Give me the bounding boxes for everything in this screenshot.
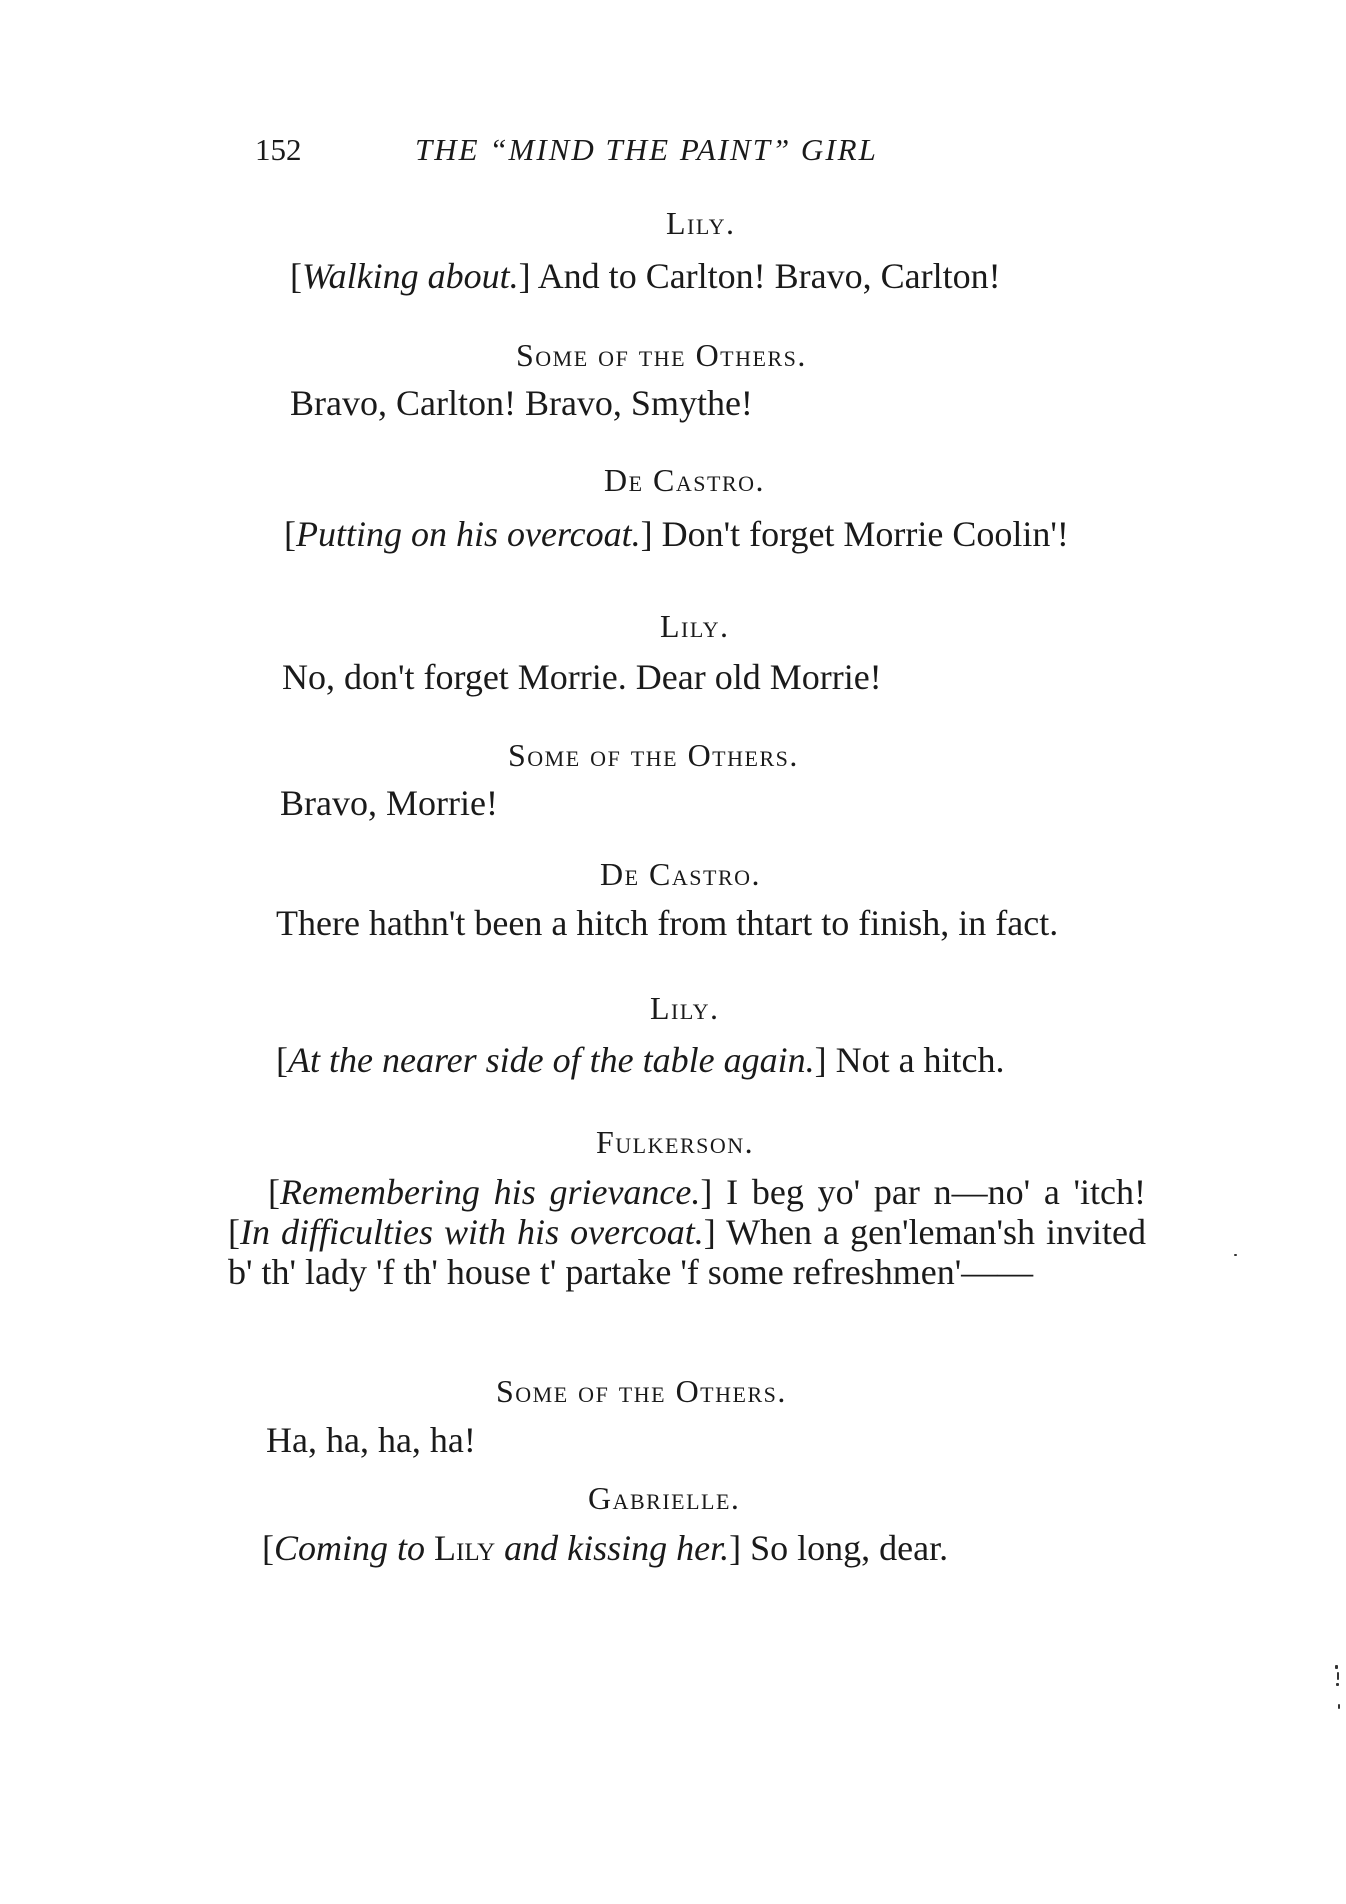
speech-text: I beg yo' par n—no' a 'itch! bbox=[726, 1172, 1147, 1212]
dialogue-line: [Coming to Lily and kissing her.] So long, dear. bbox=[262, 1528, 949, 1568]
speaker-name: Gabrielle. bbox=[588, 1480, 741, 1516]
stage-direction: Remembering his grievance. bbox=[280, 1172, 701, 1212]
dialogue-line: [Walking about.] And to Carlton! Bravo, Carlton! bbox=[290, 256, 1001, 296]
speaker-name: De Castro. bbox=[600, 856, 762, 892]
scan-speck bbox=[1338, 1704, 1340, 1709]
speaker-name: Lily. bbox=[666, 205, 736, 241]
speaker-name: Lily. bbox=[660, 608, 730, 644]
stage-direction: In difficulties with his overcoat. bbox=[240, 1212, 704, 1252]
speaker-name: Some of the Others. bbox=[496, 1373, 787, 1409]
speech-text: When a gen'leman'sh invited b' th' lady 'f th' house t' partake 'f some refreshmen'—— bbox=[228, 1212, 1147, 1292]
speaker-name: De Castro. bbox=[604, 462, 766, 498]
running-header bbox=[255, 132, 1005, 176]
page-number: 152 bbox=[255, 132, 302, 167]
speech-text: Bravo, Morrie! bbox=[280, 783, 498, 823]
character-name: Lily bbox=[434, 1528, 496, 1568]
speech-text: Bravo, Carlton! Bravo, Smythe! bbox=[290, 383, 753, 423]
speech-text: Ha, ha, ha, ha! bbox=[266, 1420, 476, 1460]
scan-speck bbox=[1336, 1683, 1339, 1686]
speech-text: And to Carlton! Bravo, Carlton! bbox=[537, 256, 1001, 296]
scan-speck bbox=[1335, 1665, 1338, 1669]
speaker-name: Fulkerson. bbox=[596, 1124, 755, 1160]
running-title: THE “MIND THE PAINT” GIRL bbox=[415, 132, 878, 167]
scan-speck bbox=[1234, 1254, 1237, 1256]
speech-text: So long, dear. bbox=[750, 1528, 949, 1568]
stage-direction-part: and kissing her. bbox=[504, 1528, 730, 1568]
stage-direction bbox=[274, 1528, 729, 1568]
dialogue-line: [Remembering his grievance.] I beg yo' par n—no' a 'itch! [In difficulties with his overcoat.] When a gen'leman'sh invited b' th' lady 'f th' house t' partake 'f some refreshmen'—— bbox=[228, 1172, 1147, 1292]
speaker-name: Some of the Others. bbox=[516, 337, 807, 373]
dialogue-line: [Putting on his overcoat.] Don't forget Morrie Coolin'! bbox=[284, 514, 1069, 554]
speech-text: There hathn't been a hitch from thtart to finish, in fact. bbox=[276, 903, 1059, 943]
speech-text: Not a hitch. bbox=[835, 1040, 1005, 1080]
stage-direction: At the nearer side of the table again. bbox=[288, 1040, 815, 1080]
speech-text: No, don't forget Morrie. Dear old Morrie! bbox=[282, 657, 882, 697]
stage-direction: Putting on his overcoat. bbox=[296, 514, 641, 554]
speech-text: Don't forget Morrie Coolin'! bbox=[661, 514, 1069, 554]
speaker-name: Lily. bbox=[650, 990, 720, 1026]
stage-direction: Walking about. bbox=[302, 256, 519, 296]
speaker-name: Some of the Others. bbox=[508, 737, 799, 773]
scan-speck bbox=[1337, 1672, 1339, 1680]
stage-direction-part: Coming to bbox=[274, 1528, 426, 1568]
dialogue-line: [At the nearer side of the table again.] Not a hitch. bbox=[276, 1040, 1005, 1080]
